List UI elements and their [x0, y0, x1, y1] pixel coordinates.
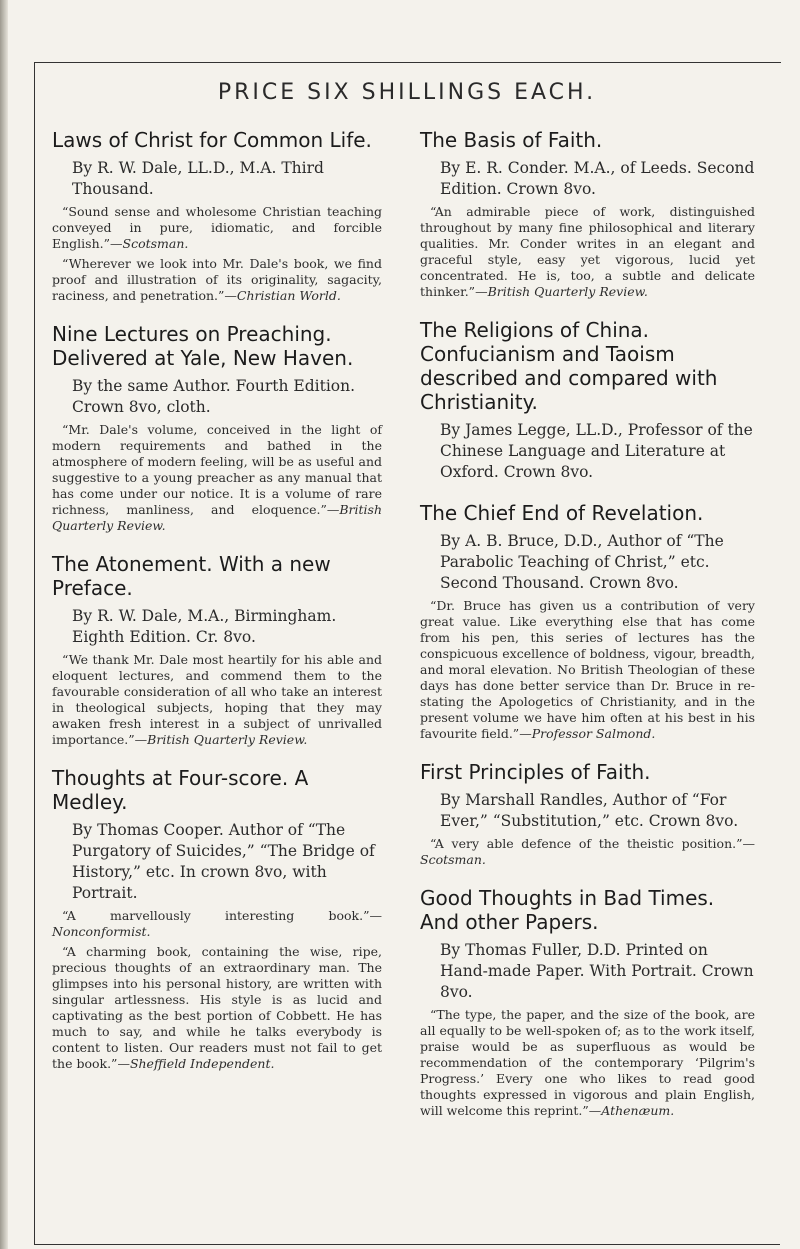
quote-source: —British Quarterly Review. [52, 502, 382, 533]
book-author: By Thomas Cooper. Author of “The Purgatory of Suicides,” “The Bridge of History,” etc. In crown 8vo, with Portrait. [72, 821, 375, 902]
review-quote [420, 1007, 755, 1119]
book-title: The Basis of Faith. [420, 128, 603, 152]
book-entry [420, 760, 755, 868]
page-edge-shadow [0, 0, 8, 1249]
review-quote [52, 652, 382, 748]
quote-source: —Athenæum. [588, 1103, 675, 1118]
book-entry [52, 552, 382, 748]
book-entry [52, 322, 382, 534]
book-author: By Marshall Randles, Author of “For Ever,” “Substitution,” etc. Crown 8vo. [440, 791, 739, 830]
quote-source: —Sheffield Independent. [117, 1056, 275, 1071]
book-title: The Religions of China. Confucianism and Taoism described and compared with Christianity. [420, 318, 718, 414]
quote-source: —Professor Salmond. [519, 726, 656, 741]
review-quote [52, 422, 382, 534]
book-author: By James Legge, LL.D., Professor of the Chinese Language and Literature at Oxford. Crown 8vo. [440, 421, 753, 481]
quote-text: “The type, the paper, and the size of the book, are all equally to be well-spoken of; as to the work itself, praise would be as superfluous as would be recommendation of the contemporary ‘Pilgrim's Progress.’ Every one who likes to read good thoughts expressed in vigorous and plain English, will welcome this reprint.” [420, 1007, 755, 1118]
quote-text: “Dr. Bruce has given us a contribution of very great value. Like everything else that has come from his pen, this series of lectures has the conspicuous excellence of boldness, vigour, breadth, and moral elevation. No British Theologian of these days has done better service than Dr. Bruce in re-stating the Apologetics of Christianity, and in the present volume we have him often at his best in his favourite field.” [420, 598, 755, 741]
book-title: First Principles of Faith. [420, 760, 651, 784]
book-entry [420, 886, 755, 1119]
quote-text: “A very able defence of the theistic position.” [430, 836, 743, 851]
price-header: PRICE SIX SHILLINGS EACH. [217, 80, 597, 105]
review-quote [420, 204, 755, 300]
quote-source: —Nonconformist. [52, 908, 382, 939]
left-column [52, 128, 382, 1090]
review-quote [420, 836, 755, 868]
book-title: Laws of Christ for Common Life. [52, 128, 372, 152]
review-quote [52, 908, 382, 940]
review-quote [420, 598, 755, 742]
right-column [420, 128, 755, 1137]
review-quote [52, 944, 382, 1072]
book-author: By R. W. Dale, LL.D., M.A. Third Thousand. [72, 159, 324, 198]
quote-text: “A marvellously interesting book.” [62, 908, 370, 923]
quote-source: —Scotsman. [420, 836, 755, 867]
book-entry [52, 128, 382, 304]
quote-source: —Christian World. [224, 288, 341, 303]
quote-text: “Mr. Dale's volume, conceived in the light of modern requirements and bathed in the atmosphere of modern feeling, will be as useful and suggestive to a young preacher as any manual that has come under our notice. It is a volume of rare richness, manliness, and eloquence.” [52, 422, 382, 517]
book-title: The Atonement. With a new Preface. [52, 552, 331, 600]
book-entry [52, 766, 382, 1072]
quote-source: —Scotsman. [110, 236, 189, 251]
book-author: By Thomas Fuller, D.D. Printed on Hand-made Paper. With Portrait. Crown 8vo. [440, 941, 754, 1001]
quote-text: “Wherever we look into Mr. Dale's book, we find proof and illustration of its originality, sagacity, raciness, and penetration.” [52, 256, 382, 303]
quote-source: —British Quarterly Review. [134, 732, 308, 747]
book-entry [420, 318, 755, 483]
quote-text: “An admirable piece of work, distinguished throughout by many fine philosophical and literary qualities. Mr. Conder writes in an elegant and graceful style, easy yet vigorous, lucid yet concentrated. He is, too, a subtle and delicate thinker.” [420, 204, 755, 299]
book-entry [420, 128, 755, 300]
book-title: The Chief End of Revelation. [420, 501, 704, 525]
review-quote [52, 256, 382, 304]
book-title: Thoughts at Four-score. A Medley. [52, 766, 309, 814]
book-author: By A. B. Bruce, D.D., Author of “The Parabolic Teaching of Christ,” etc. Second Thousand. Crown 8vo. [440, 532, 724, 592]
page-frame-bottom [34, 1244, 780, 1245]
book-entry [420, 501, 755, 742]
quote-text: “A charming book, containing the wise, ripe, precious thoughts of an extraordinary man. The glimpses into his personal history, are written with singular artlessness. His style is as lucid and captivating as the best portion of Cobbett. He has much to say, and while he talks everybody is content to listen. Our readers must not fail to get the book.” [52, 944, 382, 1071]
book-author: By R. W. Dale, M.A., Birmingham. Eighth Edition. Cr. 8vo. [72, 607, 337, 646]
book-title: Good Thoughts in Bad Times. And other Papers. [420, 886, 715, 934]
quote-text: “We thank Mr. Dale most heartily for his able and eloquent lectures, and commend them to the favourable consideration of all who take an interest in theological subjects, hoping that they may awaken fresh interest in a subject of unrivalled importance.” [52, 652, 382, 747]
book-author: By E. R. Conder. M.A., of Leeds. Second Edition. Crown 8vo. [440, 159, 755, 198]
book-title: Nine Lectures on Preaching. Delivered at Yale, New Haven. [52, 322, 354, 370]
quote-text: “Sound sense and wholesome Christian teaching conveyed in pure, idiomatic, and forcible English.” [52, 204, 382, 251]
quote-source: —British Quarterly Review. [475, 284, 648, 299]
review-quote [52, 204, 382, 252]
book-author: By the same Author. Fourth Edition. Crown 8vo, cloth. [72, 377, 356, 416]
